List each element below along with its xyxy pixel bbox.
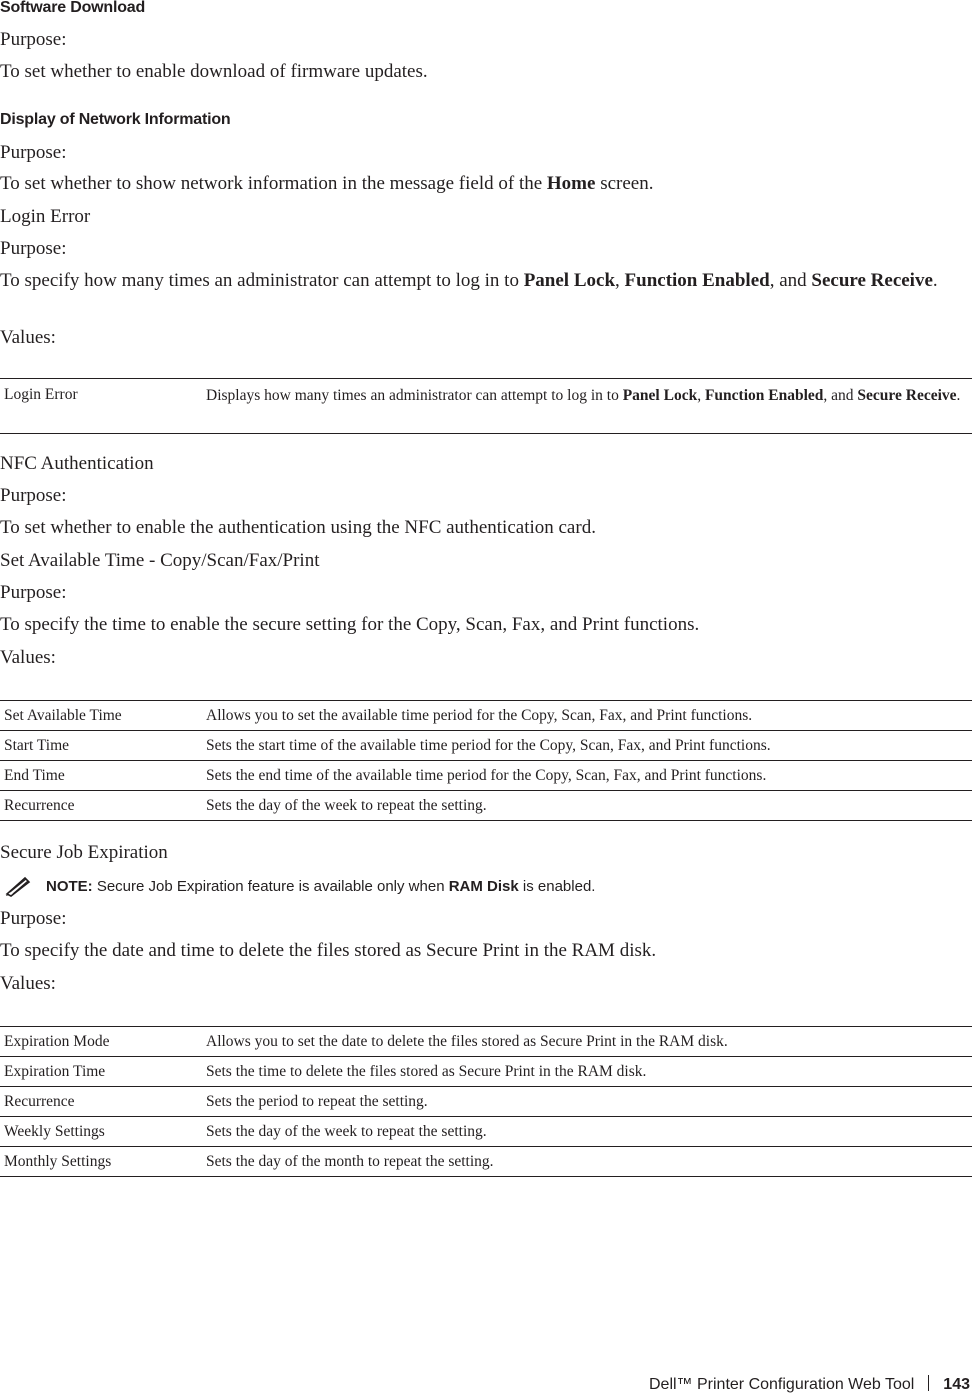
- table-value: Allows you to set the date to delete the files stored as Secure Print in the RAM disk.: [202, 1027, 972, 1057]
- table-row: [0, 379, 972, 434]
- table-key: Expiration Time: [0, 1057, 202, 1087]
- table-key: End Time: [0, 761, 202, 791]
- login-error-heading: Login Error: [0, 206, 91, 227]
- purpose-label: Purpose:: [0, 238, 67, 259]
- table-row: [0, 791, 972, 821]
- table-value: Sets the period to repeat the setting.: [202, 1087, 972, 1117]
- table-row: [0, 1147, 972, 1177]
- table-key: Weekly Settings: [0, 1117, 202, 1147]
- secure-job-purpose: To specify the date and time to delete the files stored as Secure Print in the RAM disk.: [0, 940, 657, 961]
- table-value: Sets the day of the month to repeat the setting.: [202, 1147, 972, 1177]
- table-key: Recurrence: [0, 1087, 202, 1117]
- table-value: Sets the time to delete the files stored as Secure Print in the RAM disk.: [202, 1057, 972, 1087]
- secure-job-heading: Secure Job Expiration: [0, 842, 168, 863]
- purpose-label: Purpose:: [0, 29, 67, 50]
- table-key: Start Time: [0, 731, 202, 761]
- table-value: Allows you to set the available time period for the Copy, Scan, Fax, and Print functions.: [202, 701, 972, 731]
- available-time-table: [0, 700, 972, 821]
- table-key: Recurrence: [0, 791, 202, 821]
- software-download-heading: Software Download: [0, 0, 146, 16]
- table-key: Set Available Time: [0, 701, 202, 731]
- page-number: 143: [943, 1376, 970, 1393]
- available-time-heading: Set Available Time - Copy/Scan/Fax/Print: [0, 550, 320, 571]
- note-text: NOTE: Secure Job Expiration feature is available only when RAM Disk is enabled.: [46, 878, 596, 895]
- network-info-purpose: To set whether to show network information in the message field of the Home screen.: [0, 173, 654, 194]
- table-value: Sets the end time of the available time period for the Copy, Scan, Fax, and Print functions.: [202, 761, 972, 791]
- table-row: [0, 1027, 972, 1057]
- login-error-purpose: To specify how many times an administrator can attempt to log in to Panel Lock, Function Enabled, and Secure Receive.: [0, 270, 938, 291]
- table-key: Expiration Mode: [0, 1027, 202, 1057]
- login-error-table: [0, 378, 972, 434]
- footer-divider: [928, 1375, 929, 1391]
- nfc-heading: NFC Authentication: [0, 453, 154, 474]
- table-row: [0, 1117, 972, 1147]
- software-download-purpose: To set whether to enable download of firmware updates.: [0, 61, 428, 82]
- available-time-purpose: To specify the time to enable the secure setting for the Copy, Scan, Fax, and Print functions.: [0, 614, 700, 635]
- purpose-label: Purpose:: [0, 142, 67, 163]
- values-label: Values:: [0, 647, 56, 668]
- table-value: Sets the start time of the available time period for the Copy, Scan, Fax, and Print functions.: [202, 731, 972, 761]
- nfc-purpose: To set whether to enable the authentication using the NFC authentication card.: [0, 517, 596, 538]
- pencil-note-icon: [4, 875, 32, 897]
- table-value: Sets the day of the week to repeat the setting.: [202, 791, 972, 821]
- page-footer: [649, 1375, 970, 1394]
- table-row: [0, 761, 972, 791]
- purpose-label: Purpose:: [0, 582, 67, 603]
- secure-job-table: [0, 1026, 972, 1177]
- table-key: Login Error: [0, 379, 202, 434]
- table-value: Sets the day of the week to repeat the setting.: [202, 1117, 972, 1147]
- footer-title: Dell™ Printer Configuration Web Tool: [648, 1376, 915, 1393]
- network-info-heading: Display of Network Information: [0, 111, 231, 128]
- table-row: [0, 1087, 972, 1117]
- table-value: Displays how many times an administrator can attempt to log in to Panel Lock, Function Enabled, and Secure Receive.: [202, 379, 972, 434]
- table-key: Monthly Settings: [0, 1147, 202, 1177]
- values-label: Values:: [0, 973, 56, 994]
- table-row: [0, 731, 972, 761]
- purpose-label: Purpose:: [0, 485, 67, 506]
- values-label: Values:: [0, 327, 56, 348]
- purpose-label: Purpose:: [0, 908, 67, 929]
- table-row: [0, 1057, 972, 1087]
- table-row: [0, 701, 972, 731]
